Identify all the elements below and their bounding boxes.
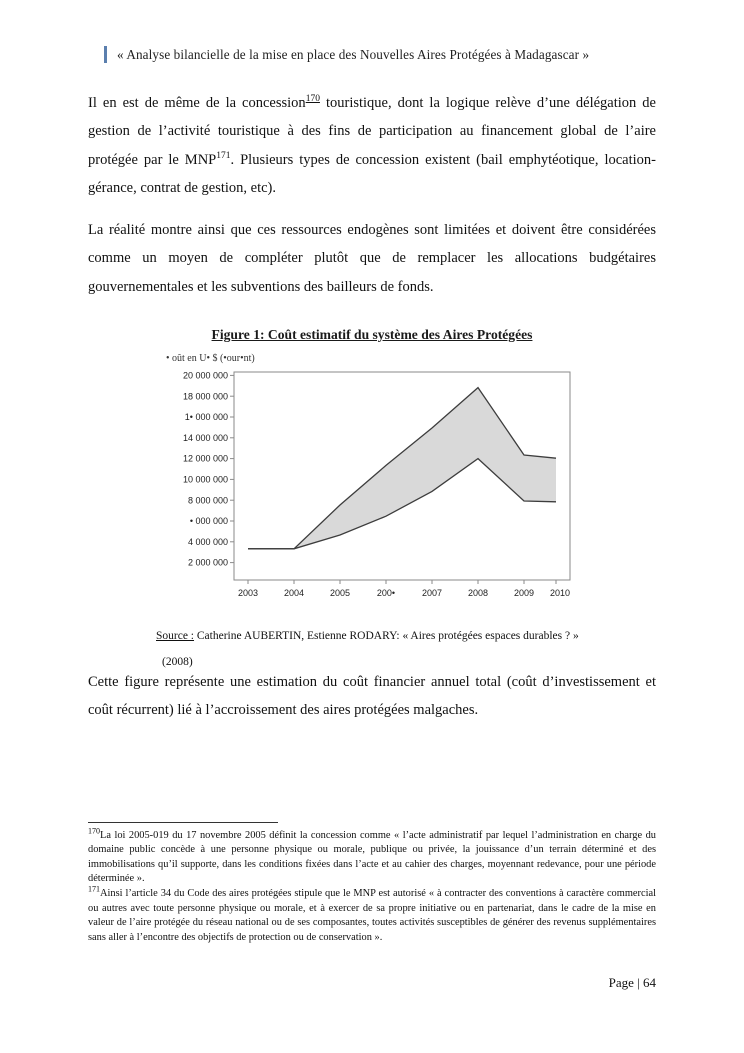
paragraph-1-part-c: . Plusieurs types de concession existent (bail emphytéotique, location-gérance, contrat de gestion, etc). — [88, 151, 656, 196]
figure-source-label: Source : — [156, 629, 195, 642]
chart-y-ticks — [183, 370, 228, 567]
figure-source-text: Catherine AUBERTIN, Estienne RODARY: « Aires protégées espaces durables ? » — [194, 629, 579, 642]
footnote-170 — [88, 826, 656, 886]
svg-text:2004: 2004 — [283, 587, 305, 598]
footnote-171-text: Ainsi l’article 34 du Code des aires protégées stipule que le MNP est autorisé « à contracter des conventions à caractère commercial ou autres avec toute personne physique ou morale, et à exercer de sa propre initiative ou en partenariat, dans le cadre de la mise en valeur de l’aire protégée du réseau national ou de ses composantes, toutes activités susceptibles de générer des revenus supplémentaires sans aller à l’encontre des objectifs de protection ou de conservation ». — [88, 888, 656, 943]
svg-text:2010: 2010 — [549, 587, 571, 598]
header-accent-bar — [104, 46, 107, 63]
svg-text:14 000 000: 14 000 000 — [182, 432, 228, 443]
svg-text:2009: 2009 — [513, 587, 535, 598]
svg-text:20 000 000: 20 000 000 — [182, 370, 228, 381]
footnote-171-number: 171 — [88, 884, 100, 894]
chart-unit-label: • oût en U• $ (•our•nt) — [166, 352, 255, 364]
paragraph-2: La réalité montre ainsi que ces ressources endogènes sont limitées et doivent être considérées comme un moyen de compléter plutôt que de remplacer les allocations budgétaires gouvernementales et les subventions des bailleurs de fonds. — [88, 222, 656, 295]
svg-text:2003: 2003 — [237, 587, 259, 598]
footnote-separator — [88, 822, 278, 823]
footnotes-section — [88, 822, 656, 946]
svg-text:4 000 000: 4 000 000 — [187, 536, 228, 547]
footnote-170-text: La loi 2005-019 du 17 novembre 2005 définit la concession comme « l’acte administratif par lequel l’administration en charge du domaine public concède à une personne physique ou morale, publique ou privée, la jouissance d’un terrain déterminé et des immobilisations qu’il supporte, dans les conditions fixées dans l’acte et au cahier des charges, moyennant redevance, pour une période déterminée ». — [88, 830, 656, 885]
chart-x-tickmarks — [248, 580, 556, 584]
svg-text:2005: 2005 — [329, 587, 351, 598]
svg-text:• 000 000: • 000 000 — [189, 515, 228, 526]
paragraph-1-part-b: touristique, dont la logique relève d’une délégation de gestion de l’activité touristique à des fins de participation au financement global de l’aire protégée par le MNP — [88, 95, 656, 168]
paragraph-1 — [88, 89, 656, 202]
figure-caption: Figure 1: Coût estimatif du système des Aires Protégées — [211, 326, 533, 342]
footnote-ref-170: 170 — [305, 94, 320, 105]
paragraph-1-part-a: Il en est de même de la concession — [88, 95, 306, 111]
figure-chart — [162, 353, 582, 616]
footnote-171 — [88, 884, 656, 944]
svg-text:8 000 000: 8 000 000 — [187, 495, 228, 506]
svg-text:10 000 000: 10 000 000 — [182, 474, 228, 485]
chart-x-ticks — [238, 588, 570, 598]
svg-text:2008: 2008 — [467, 587, 489, 598]
footnote-ref-171: 171 — [216, 150, 231, 161]
chart-y-tickmarks — [230, 375, 234, 562]
footnote-170-number: 170 — [88, 826, 100, 836]
paragraph-3: Cette figure représente une estimation du coût financier annuel total (coût d’investissement et coût récurrent) lié à l’accroissement des aires protégées malgaches. — [88, 673, 656, 719]
page-number: Page | 64 — [608, 975, 656, 990]
svg-text:2 000 000: 2 000 000 — [187, 557, 228, 568]
header-title: « Analyse bilancielle de la mise en place des Nouvelles Aires Protégées à Madagascar » — [117, 46, 590, 62]
svg-text:12 000 000: 12 000 000 — [182, 453, 228, 464]
svg-text:2007: 2007 — [421, 587, 443, 598]
svg-text:1• 000 000: 1• 000 000 — [184, 411, 228, 422]
figure-source-year: (2008) — [162, 655, 193, 668]
running-header — [88, 46, 656, 63]
figure-source — [156, 630, 656, 642]
svg-text:18 000 000: 18 000 000 — [182, 391, 228, 402]
cost-area-chart — [162, 366, 582, 616]
svg-text:200•: 200• — [376, 587, 396, 598]
